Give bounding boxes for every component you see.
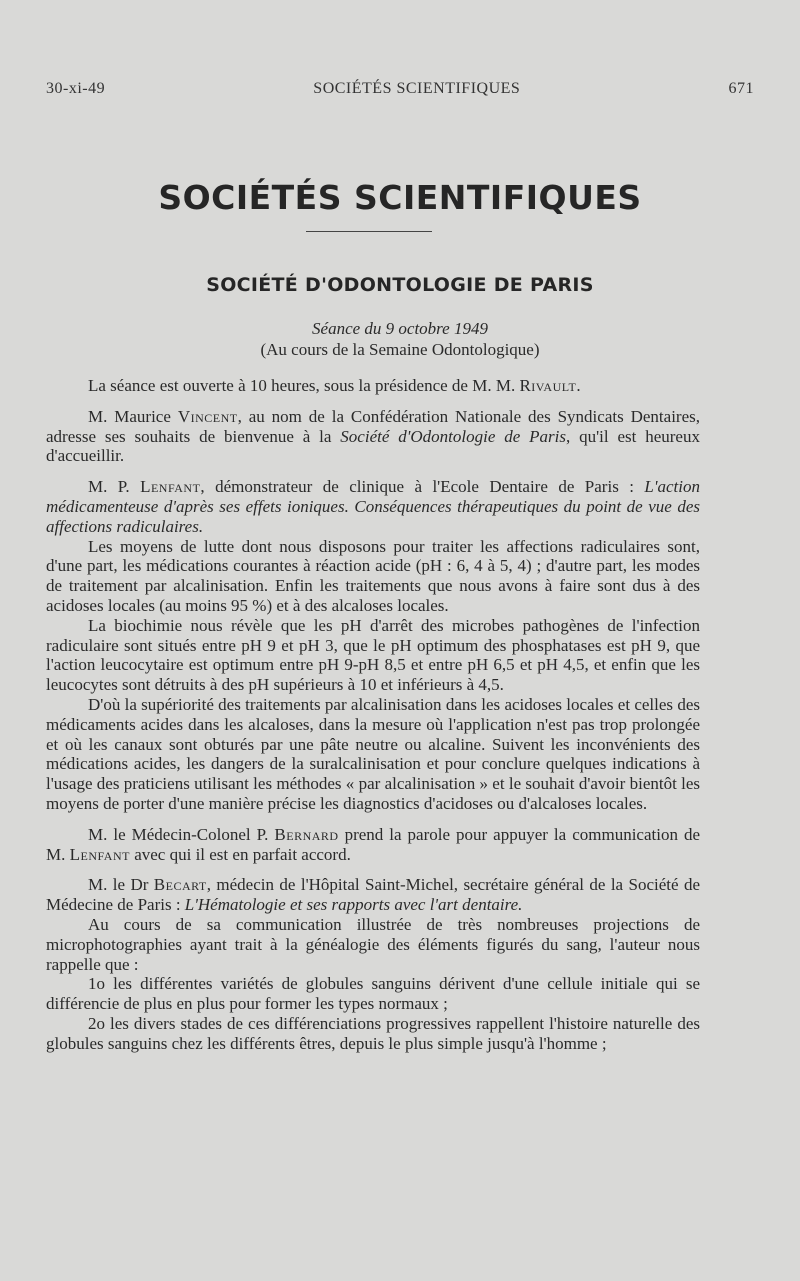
paragraph-superiorite: D'où la supériorité des traitements par alcalinisation dans les acidoses locales et celles des médicaments acides dans les alcaloses, dans la mesure où l'application n'est pas trop prolongée et où les canaux sont obturés par une pâte neutre ou alcaline. Suivent les inconvénients des médications acides, les dangers de la suralcalinisation et pour conclure quelques indications à l'usage des praticiens utilisant les méthodes « par alcalinisation » et le souhait d'avoir bientôt les moyens de porter d'une manière précise les diagnostics d'acidoses ou d'alcaloses locales.	[46, 694, 700, 813]
title-divider	[306, 231, 432, 232]
running-head	[46, 80, 754, 98]
paragraph-becart: M. le Dr Becart, médecin de l'Hôpital Saint-Michel, secrétaire général de la Société de Médecine de Paris : L'Hématologie et ses rapports avec l'art dentaire.	[46, 875, 700, 915]
paragraph-opening: La séance est ouverte à 10 heures, sous la présidence de M. M. Rivault.	[88, 376, 581, 395]
running-head-date: 30-xi-49	[46, 80, 106, 97]
paragraph-bernard: M. le Médecin-Colonel P. Bernard prend la parole pour appuyer la communication de M. Lenfant avec qui il est en parfait accord.	[46, 824, 700, 864]
running-head-section: SOCIÉTÉS SCIENTIFIQUES	[313, 80, 521, 97]
paragraph-communication: Au cours de sa communication illustrée de très nombreuses projections de microphotographies ayant trait à la généalogie des éléments figurés du sang, l'auteur nous rappelle que :	[46, 914, 700, 974]
paragraph-biochimie: La biochimie nous révèle que les pH d'arrêt des microbes pathogènes de l'infection radiculaire sont situés entre pH 9 et pH 3, que le pH optimum des phosphatases est pH 9, que l'action leucocytaire est optimum entre pH 9-pH 8,5 et entre pH 6,5 et pH 4,5, et enfin que les leucocytes sont détruits à des pH supérieurs à 10 et inférieurs à 4,5.	[46, 615, 700, 695]
paragraph-lenfant: M. P. Lenfant, démonstrateur de clinique à l'Ecole Dentaire de Paris : L'action médicamenteuse d'après ses effets ioniques. Conséquences thérapeutiques du point de vue des affections radiculaires.	[46, 477, 701, 536]
paragraph-moyens: Les moyens de lutte dont nous disposons pour traiter les affections radiculaires sont, d'une part, les médications courantes à réaction acide (pH : 6, 4 à 5, 4) ; d'autre part, les modes de traitement par alcalinisation. Enfin les traitements que nous avons à faire sont dus à des acidoses locales (au moins 95 %) et à des alcaloses locales.	[46, 536, 700, 615]
paragraph-vincent: M. Maurice Vincent, au nom de la Confédération Nationale des Syndicats Dentaires, adresse ses souhaits de bienvenue à la Société d'Odontologie de Paris, qu'il est heureux d'accueillir.	[46, 406, 700, 466]
page-title: SOCIÉTÉS SCIENTIFIQUES	[158, 178, 642, 217]
article-body	[46, 376, 700, 1054]
society-heading: SOCIÉTÉ D'ODONTOLOGIE DE PARIS	[206, 274, 594, 296]
page-number: 671	[728, 80, 754, 97]
session-context: (Au cours de la Semaine Odontologique)	[260, 340, 540, 359]
paragraph-point-1: 1o les différentes variétés de globules sanguins dérivent d'une cellule initiale qui se différencie de plus en plus pour former les types normaux ;	[46, 974, 700, 1014]
paragraph-point-2: 2o les divers stades de ces différenciations progressives rappellent l'histoire naturelle des globules sanguins chez les différents êtres, depuis le plus simple jusqu'à l'homme ;	[46, 1013, 700, 1053]
session-date: Séance du 9 octobre 1949	[312, 319, 488, 338]
session-info	[0, 318, 800, 360]
